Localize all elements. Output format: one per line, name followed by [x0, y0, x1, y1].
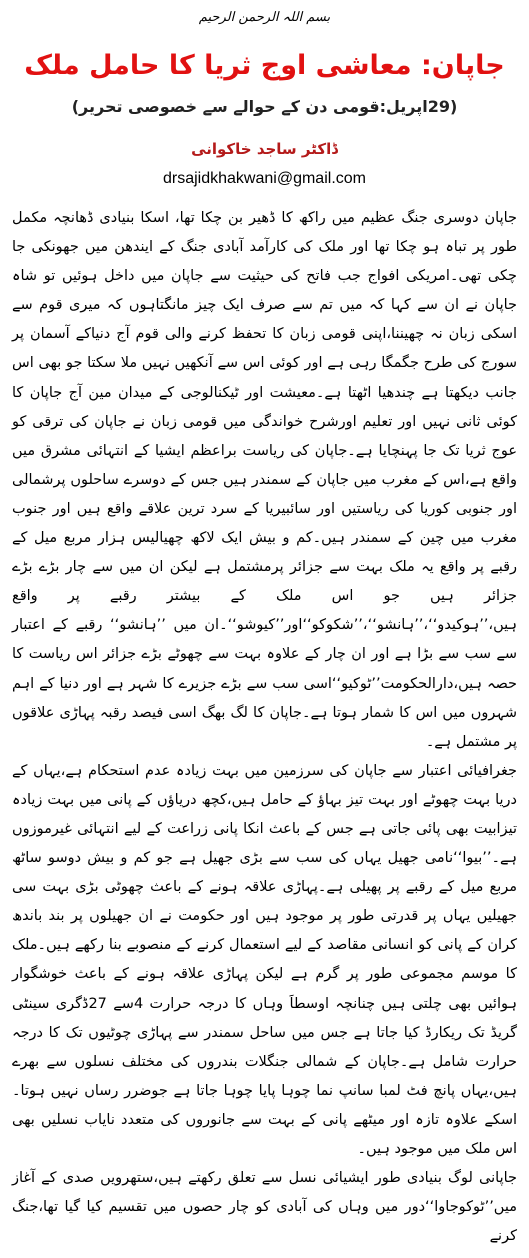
paragraph: جغرافیائی اعتبار سے جاپان کی سرزمین میں بہت زیادہ عدم استحکام ہے،یہاں کے دریا بہت چھوٹے اور بہت تیز بہاؤ کے حامل ہیں،کچھ دریاؤں کے پانی میں بہت زیادہ تیزابیت بھی پائی جاتی ہے جس کے باعث انکا پانی زراعت کے لیے انتہائی غیرموزوں ہے۔’’بیوا‘‘نامی جھیل یہاں کی سب سے بڑی جھیل ہے جو کم و بیش دوسو ساٹھ مربع میل کے رقبے پر پھیلی ہے۔پہاڑی علاقہ ہونے کے باعث چھوٹی بڑی بہت سی جھیلیں یہاں پر قدرتی طور پر موجود ہیں اور حکومت نے ان جھیلوں پر بند باندھ کران کے پانی کو انسانی مقاصد کے لیے استعمال کرنے کے منصوبے بنا رکھے ہیں۔ملک کا موسم مجموعی طور پر گرم ہے لیکن پہاڑی علاقہ ہونے کے باعث خوشگوار ہوائیں بھی چلتی ہیں چنانچہ اوسطاََ وہاں کا درجہ حرارت 4سے 27ڈگری سینٹی گریڈ تک ریکارڈ کیا جاتا ہے جس میں ساحل سمندر سے پہاڑی چوٹیوں تک کا درجہ حرارت شامل ہے۔جاپان کے شمالی جنگلات بندروں کی مختلف نسلوں سے بھرے ہیں،یہاں پانچ فٹ لمبا سانپ نما چوہا پایا چوہا جاتا ہے جوضرر رساں نہیں ہوتا۔اسکے علاوہ تازہ اور میٹھے پانی کے بہت سے جانوروں کی متعدد نایاب نسلیں بھی اس ملک میں موجود ہیں۔: [12, 762, 517, 1157]
paragraph: جاپانی لوگ بنیادی طور ایشیائی نسل سے تعلق رکھتے ہیں،ستھرویں صدی کے آغاز میں’’ٹوکوجاوا‘‘دور میں وہاں کی آبادی کو چار حصوں میں تقسیم کیا گیا تھا،جنگ کرنے: [12, 1170, 517, 1245]
bismillah: بسم اللہ الرحمن الرحیم: [198, 10, 331, 25]
author-email[interactable]: drsajidkhakwani@gmail.com: [163, 170, 366, 187]
author-name: ڈاکٹر ساجد خاکوانی: [191, 140, 338, 158]
article-body: [12, 204, 517, 1251]
article-title: جاپان: معاشی اوج ثریا کا حامل ملک: [24, 50, 505, 81]
paragraph: جاپان دوسری جنگ عظیم میں راکھ کا ڈھیر بن چکا تھا، اسکا بنیادی ڈھانچہ مکمل طور پر تباہ ہو چکا تھا اور ملک کی کارآمد آبادی جنگ کے ایندھن میں جھونکی جا چکی تھی۔امریکی افواج جب فاتح کی حیثیت سے جاپان میں داخل ہوئیں تو شاہ جاپان نے ان سے کہا کہ میں تم سے صرف ایک چیز مانگتاہوں کہ میری قوم سے اسکی زبان نہ چھیننا،اپنی قومی زبان کا تحفظ کرنے والی قوم آج دنیاکے آسمان پر سورج کی طرح جگمگا رہی ہے اور کوئی اس سے آنکھیں نہیں ملا سکتا جو بھی اس جانب دیکھتا ہے چندھیا اٹھتا ہے۔معیشت اور ٹیکنالوجی کے میدان مین آج جاپان کا کوئی ثانی نہیں اور تعلیم اورشرح خواندگی میں قومی زبان نے جاپان کی ترقی کو عوج ثریا تک جا پہنچایا ہے۔جاپان کی ریاست براعظم ایشیا کے انتہائی مشرق میں واقع ہے،اس کے مغرب میں جاپان کے سمندر ہیں جس کے دوسرے ساحلوں پرشمالی اور جنوبی کوریا کی ریاستیں اور سائبیریا کے سرد ترین علاقے واقع ہیں اور جنوب مغرب میں چین کے سمندر ہیں۔کم و بیش ایک لاکھ چھیالیس ہزار مربع میل کے رقبے پر واقع یہ ملک بہت سے جزائر پرمشتمل ہے لیکن ان میں سے چار بڑے بڑے جزائر ہیں جو اس ملک کے بیشتر رقبے پر واقع ہیں،’’ہوکیدو‘‘،’’ہانشو‘‘،’’شکوکو‘‘اور’’کیوشو‘‘۔ان میں ’’ہانشو‘‘ رقبے کے اعتبار سے سب سے بڑا ہے اور ان چار کے علاوہ بہت سے چھوٹے بڑے جزائر اس ریاست کا حصہ ہیں،دارالحکومت’’ٹوکیو‘‘اسی سب سے بڑے جزیرے کا شہر ہے اور دنیا کے اہم شہروں میں اس کا شمار ہوتا ہے۔جاپان کا لگ بھگ اسی فیصد رقبہ پہاڑی علاقوں پر مشتمل ہے۔: [12, 210, 517, 750]
article-subtitle: (29اپریل:قومی دن کے حوالے سے خصوصی تحریر): [71, 97, 458, 116]
